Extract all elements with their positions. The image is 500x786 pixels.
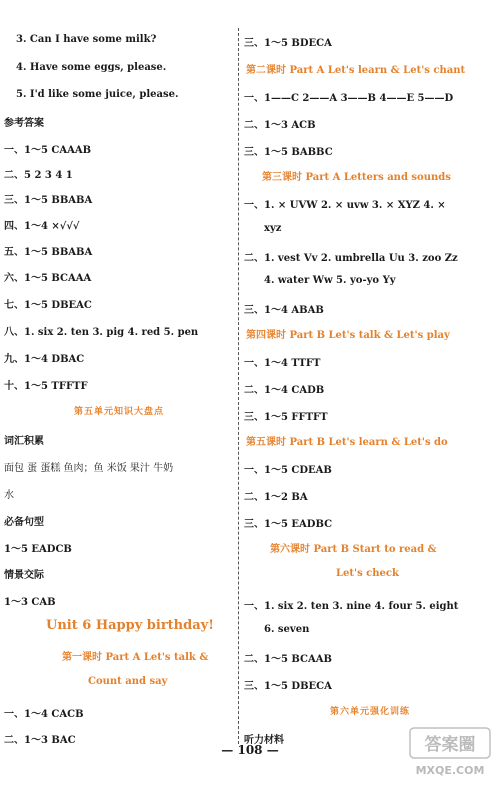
answer-line: 二、1～5 BCAAB (244, 654, 332, 665)
answer-line: 二、5 2 3 4 1 (4, 170, 73, 181)
answer-line: 三、1～5 DBECA (244, 681, 332, 692)
listening-line-5: 5. I'd like some juice, please. (16, 89, 179, 100)
answer-line: 三、1～5 FFTFT (244, 412, 328, 423)
answer-line-cont: 6. seven (264, 624, 310, 635)
unit5-review-heading: 第五单元知识大盘点 (73, 407, 164, 417)
watermark-top-text: 答案圈 (424, 735, 476, 755)
answer-line: 十、1～5 TFFTF (4, 381, 88, 392)
answer-line: 一、1～4 CACB (4, 709, 84, 720)
lesson6-heading-cont: Let's check (336, 568, 399, 579)
answer-line: 五、1～5 BBABA (4, 247, 93, 258)
answer-line: 八、1. six 2. ten 3. pig 4. red 5. pen (4, 327, 199, 338)
watermark-logo (408, 724, 494, 782)
answer-line: 二、1～3 ACB (244, 120, 316, 131)
lesson4-heading: 第四课时 Part B Let's talk & Let's play (246, 330, 450, 341)
answer-line: 一、1～5 CDEAB (244, 465, 332, 476)
sentences-header: 必备句型 (4, 517, 44, 528)
answer-line: 二、1～3 BAC (4, 735, 76, 746)
column-divider (238, 28, 240, 744)
lesson5-heading: 第五课时 Part B Let's learn & Let's do (246, 437, 448, 448)
answer-line: 二、1～2 BA (244, 492, 308, 503)
answer-line-cont: xyz (264, 223, 282, 234)
listening-header: 听力材料 (244, 735, 284, 746)
answer-line: 七、1～5 DBEAC (4, 300, 92, 311)
page-number: — 108 — (221, 743, 279, 757)
answer-line: 三、1～5 BABBC (244, 147, 333, 158)
answer-line: 二、1. vest Vv 2. umbrella Uu 3. zoo Zz (244, 253, 458, 264)
answer-line: 一、1. × UVW 2. × uvw 3. × XYZ 4. × (244, 200, 446, 211)
listening-line-4: 4. Have some eggs, please. (16, 62, 167, 73)
unit6-title: Unit 6 Happy birthday! (46, 618, 214, 633)
answer-line: 九、1～4 DBAC (4, 354, 85, 365)
situation-header: 情景交际 (4, 570, 44, 581)
listening-line-3: 3. Can I have some milk? (16, 34, 157, 45)
lesson2-heading: 第二课时 Part A Let's learn & Let's chant (246, 65, 466, 76)
watermark-bottom-text: MXQE.COM (415, 764, 485, 777)
answer-line: 一、1～4 TTFT (244, 358, 321, 369)
lesson1-heading-cont: Count and say (88, 676, 168, 687)
answer-line: 一、1——C 2——A 3——B 4——E 5——D (244, 93, 454, 104)
answer-line: 三、1～4 ABAB (244, 305, 324, 316)
unit6-training-heading: 第六单元强化训练 (329, 707, 410, 717)
answers-header: 参考答案 (4, 118, 44, 129)
lesson1-heading: 第一课时 Part A Let's talk & (62, 652, 209, 663)
lesson6-heading: 第六课时 Part B Start to read & (270, 544, 437, 555)
vocab-line: 水 (4, 490, 14, 501)
answer-line: 一、1. six 2. ten 3. nine 4. four 5. eight (244, 601, 459, 612)
answer-line: 六、1～5 BCAAA (4, 273, 92, 284)
answer-line: 一、1～5 CAAAB (4, 145, 92, 156)
answer-line: 三、1～5 EADBC (244, 519, 333, 530)
vocab-line: 面包 蛋 蛋糕 鱼肉；鱼 米饭 果汁 牛奶 (4, 463, 174, 474)
answer-line: 三、1～5 BBABA (4, 195, 93, 206)
lesson3-heading: 第三课时 Part A Letters and sounds (262, 172, 451, 183)
answer-line: 三、1～5 BDECA (244, 38, 332, 49)
answer-line-cont: 4. water Ww 5. yo-yo Yy (264, 275, 396, 286)
answer-line: 二、1～4 CADB (244, 385, 325, 396)
vocab-header: 词汇积累 (4, 436, 44, 447)
answer-line: 四、1～4 ×√√√ (4, 221, 80, 232)
sentences-answer: 1～5 EADCB (4, 544, 72, 555)
situation-answer: 1～3 CAB (4, 597, 56, 608)
